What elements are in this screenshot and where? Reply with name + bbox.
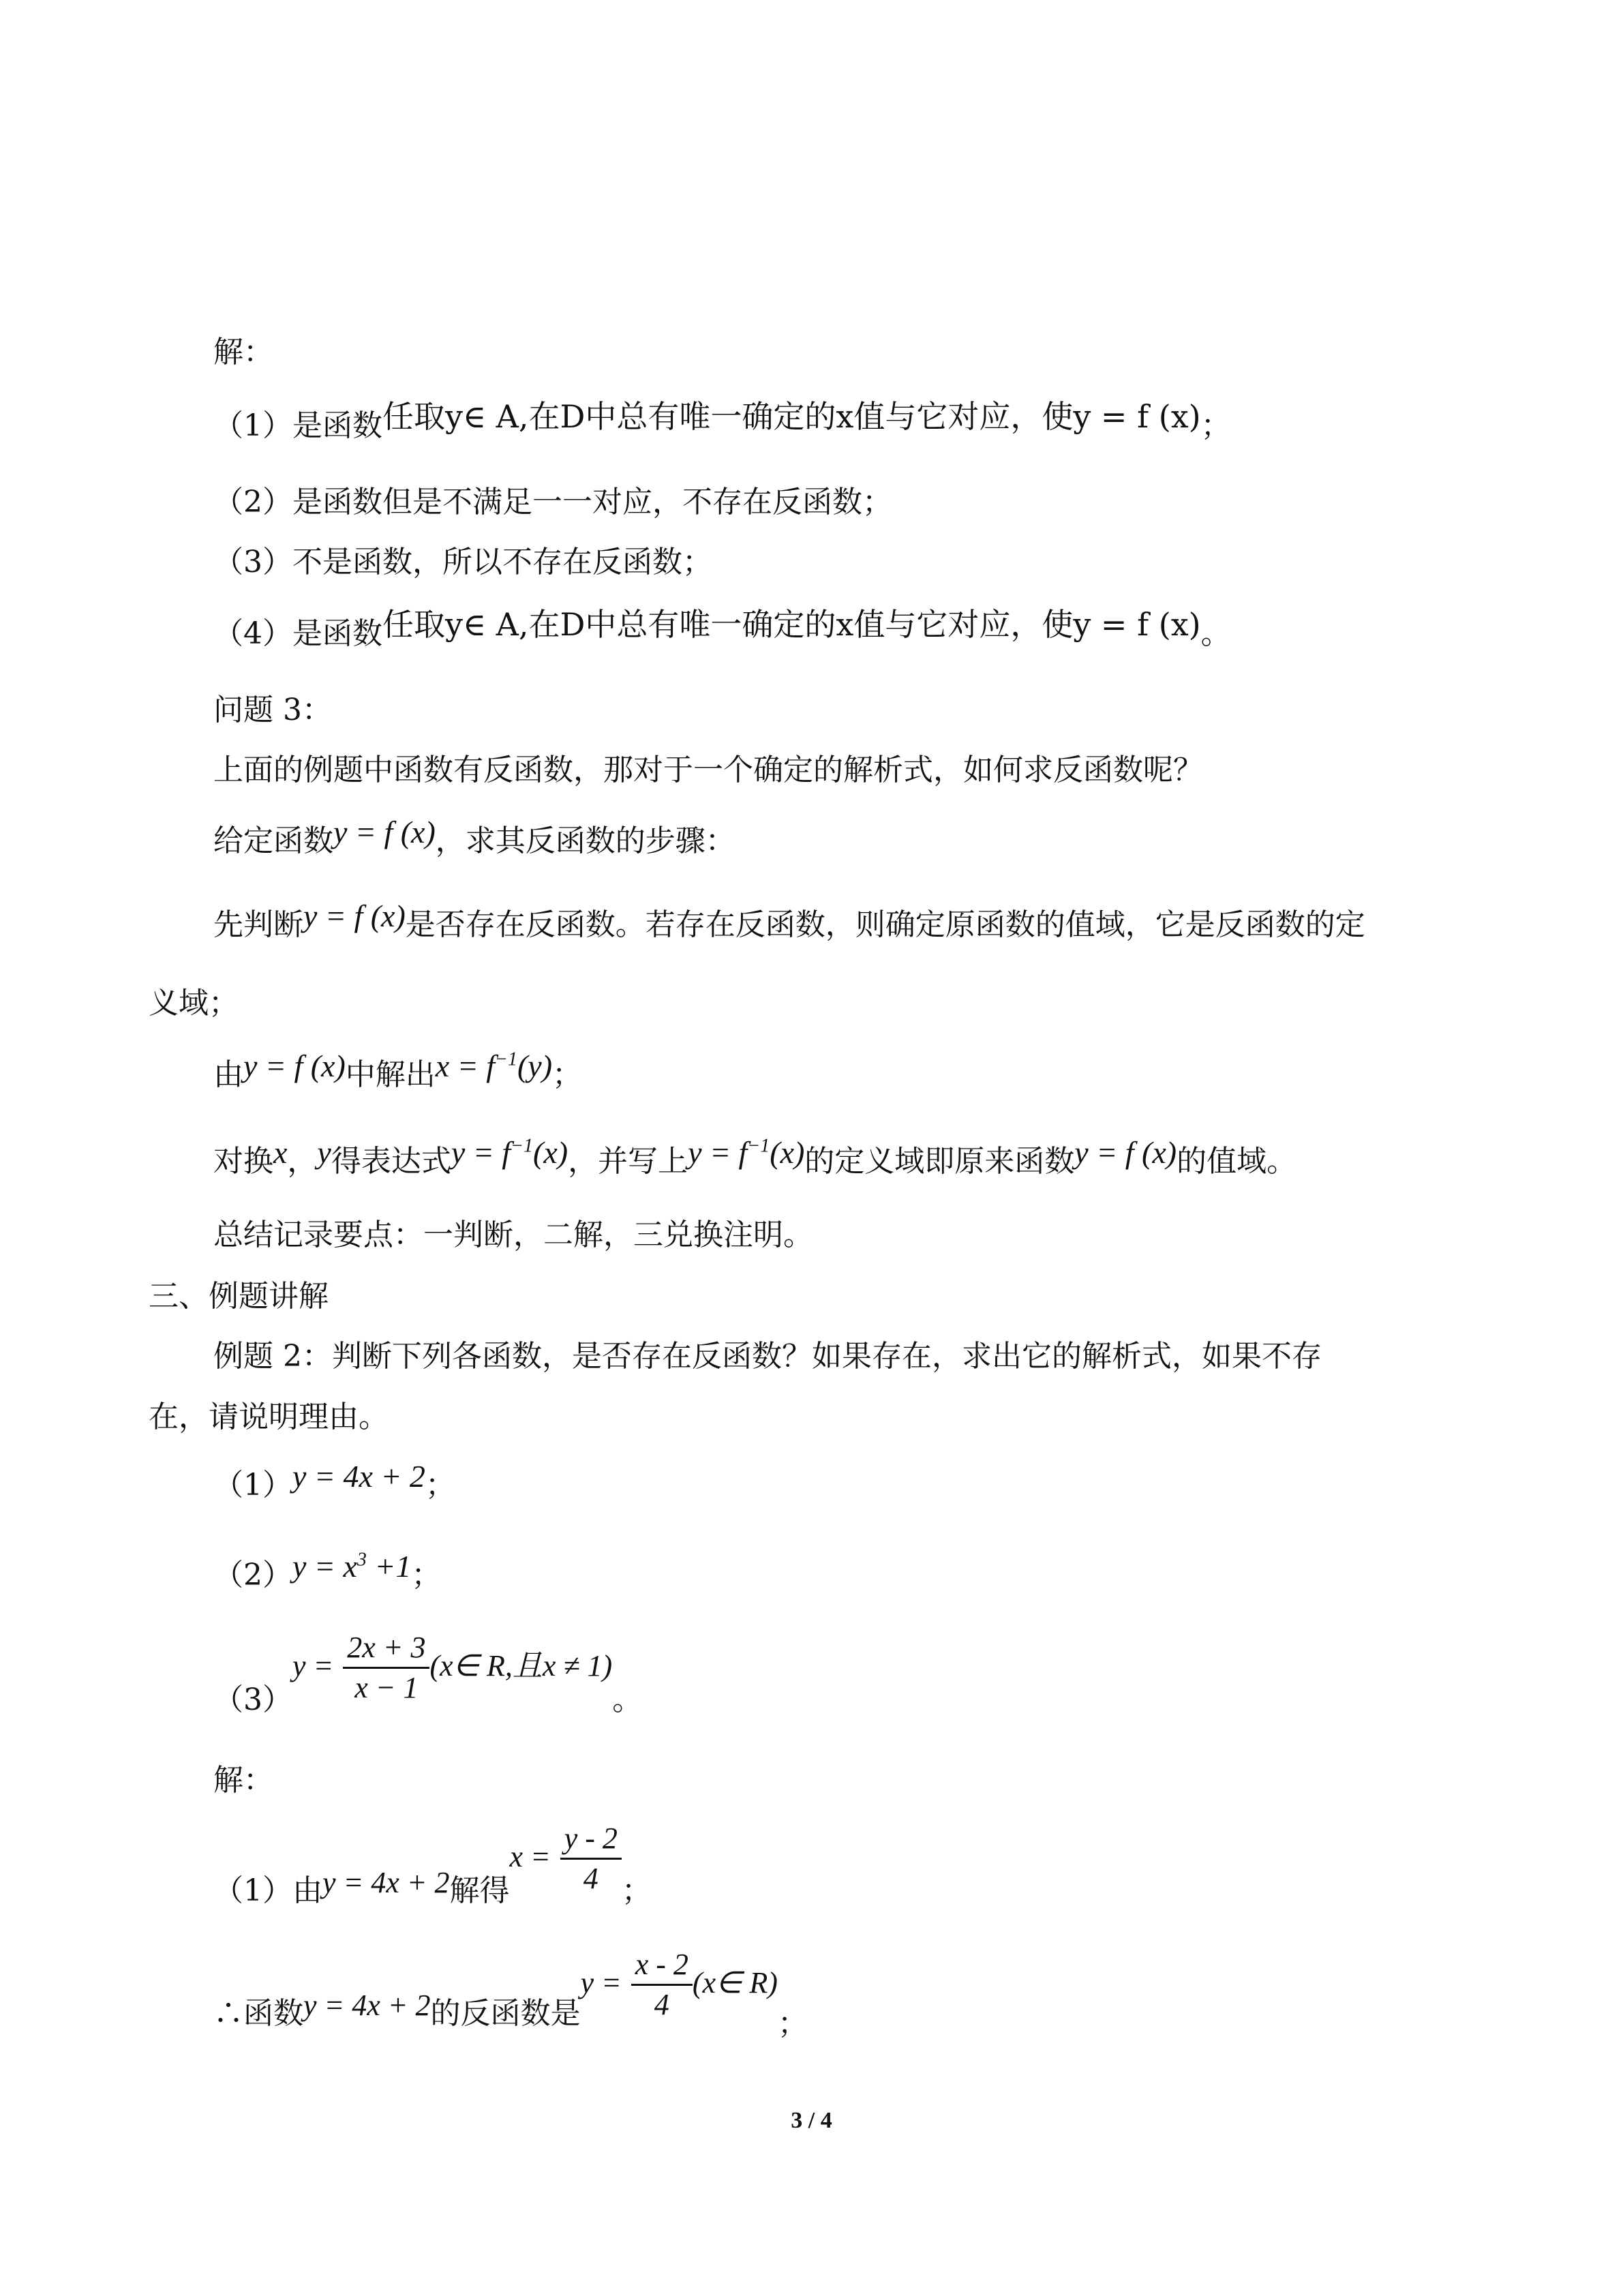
step-3-y: y — [317, 1135, 331, 1170]
step-3-mid1: 得表达式 — [331, 1144, 451, 1179]
step-2-formula-2a: x = f — [435, 1048, 496, 1083]
example-item-3-tail: 。 — [612, 1682, 643, 1717]
example-item-2-sup: 3 — [357, 1549, 367, 1571]
step-2-formula-2b: (y) — [517, 1048, 553, 1083]
solution-1-conclusion — [213, 1948, 808, 2041]
step-3-x: x — [273, 1135, 288, 1170]
answer-3-number: （3） — [213, 545, 292, 579]
solution-1-formula: y = 4x + 2 — [322, 1866, 450, 1899]
solution-1-number: （1） — [213, 1873, 292, 1908]
solution-1-lhs: x = — [509, 1840, 551, 1873]
step-3-formula-1-sup: −1 — [511, 1135, 533, 1157]
step-2-post: ； — [552, 1057, 583, 1092]
example-item-2 — [213, 1549, 442, 1592]
question3-text: 上面的例题中函数有反函数，那对于一个确定的解析式，如何求反函数呢？ — [213, 753, 1203, 787]
conclusion-lhs: y = — [580, 1966, 622, 1999]
example-item-2-tail: ； — [411, 1558, 442, 1592]
step-3-post: 的值域。 — [1177, 1144, 1297, 1179]
conclusion-numerator: x - 2 — [631, 1950, 693, 1986]
step-1-pre: 先判断 — [213, 907, 303, 942]
solution2-label: 解： — [213, 1763, 273, 1798]
answer-4-number: （4） — [213, 616, 292, 651]
step-3 — [213, 1135, 1297, 1179]
step-2-formula-2-sup: −1 — [495, 1048, 517, 1070]
answer-3-text: 不是函数，所以不存在反函数； — [292, 545, 712, 579]
question3-title: 问题 3： — [213, 693, 332, 727]
step-3-formula-2a: y = f — [688, 1135, 748, 1170]
step-3-pre: 对换 — [213, 1144, 273, 1179]
example-item-2-formula-b: +1 — [366, 1549, 412, 1584]
example-item-3-numerator: 2x + 3 — [343, 1633, 429, 1669]
conclusion-tail: ； — [777, 2006, 808, 2041]
step-2-mid: 中解出 — [345, 1057, 436, 1092]
section-heading: 三、例题讲解 — [149, 1279, 329, 1314]
step-3-formula-2-sup: −1 — [747, 1135, 770, 1157]
example-item-3-number: （3） — [213, 1682, 292, 1717]
step-3-formula-1b: (x) — [533, 1135, 568, 1170]
step-2-formula-1: y = f (x) — [243, 1048, 346, 1083]
steps-intro — [213, 815, 735, 858]
example-item-1-tail: ； — [425, 1468, 455, 1502]
step-3-formula-2b: (x) — [770, 1135, 805, 1170]
example-item-3-denominator: x − 1 — [354, 1671, 419, 1704]
conclusion-mid: 的反函数是 — [430, 1996, 581, 2031]
step-3-formula-1 — [451, 1135, 568, 1170]
answer-4-formula: 任取y∈ A,在D中总有唯一确定的x值与它对应，使y = f (x) — [382, 606, 1201, 643]
solution-1-numerator: y - 2 — [560, 1824, 622, 1860]
solution-1-fraction — [560, 1824, 622, 1894]
steps-intro-pre: 给定函数 — [213, 824, 333, 858]
step-1 — [213, 898, 1365, 942]
solution-1-denominator: 4 — [583, 1862, 598, 1895]
conclusion-condition: (x∈ R) — [692, 1966, 778, 1999]
example-item-1 — [213, 1459, 455, 1502]
step-3-mid3: 的定义域即原来函数 — [804, 1144, 1075, 1179]
solution-1-pre: 由 — [292, 1873, 322, 1908]
solution-label: 解： — [213, 335, 273, 369]
example-item-1-formula: y = 4x + 2 — [292, 1459, 425, 1494]
conclusion-denominator: 4 — [654, 1988, 669, 2021]
step-1-formula: y = f (x) — [303, 898, 406, 933]
example2-line2: 在，请说明理由。 — [149, 1400, 389, 1434]
solution-1-tail: ； — [621, 1873, 652, 1908]
example-item-2-formula-a: y = x — [292, 1549, 357, 1584]
answer-4 — [213, 606, 1231, 651]
answer-4-text: 是函数 — [292, 616, 382, 651]
step-2 — [213, 1048, 583, 1092]
example-item-2-number: （2） — [213, 1558, 292, 1592]
page-number: 3 / 4 — [791, 2108, 832, 2133]
answer-1 — [213, 398, 1231, 443]
example2-line1: 例题 2：判断下列各函数，是否存在反函数？如果存在，求出它的解析式，如果不存 — [213, 1339, 1322, 1374]
answer-1-tail: ； — [1200, 408, 1231, 443]
example-item-2-formula — [292, 1549, 411, 1584]
step-3-formula-3: y = f (x) — [1074, 1135, 1177, 1170]
example-item-1-number: （1） — [213, 1468, 292, 1502]
conclusion-formula: y = 4x + 2 — [303, 1989, 431, 2022]
step-3-formula-1a: y = f — [451, 1135, 511, 1170]
summary: 总结记录要点：一判断，二解，三兑换注明。 — [213, 1218, 813, 1252]
answer-4-tail: 。 — [1200, 616, 1231, 651]
example-item-3-lhs: y = — [292, 1649, 334, 1682]
conclusion-pre: ∴函数 — [213, 1996, 303, 2031]
step-3-formula-2 — [688, 1135, 804, 1170]
solution-1-mid: 解得 — [449, 1873, 510, 1908]
step-2-formula-2 — [436, 1048, 552, 1083]
answer-2-text: 是函数但是不满足一一对应，不存在反函数； — [292, 485, 892, 519]
answer-1-text: 是函数 — [292, 408, 382, 443]
answer-2-number: （2） — [213, 485, 292, 519]
step-2-pre: 由 — [213, 1057, 243, 1092]
step-3-mid2: ，并写上 — [568, 1144, 688, 1179]
solution-1 — [213, 1822, 652, 1908]
example-item-3-fraction — [343, 1633, 429, 1703]
answer-1-formula: 任取y∈ A,在D中总有唯一确定的x值与它对应，使y = f (x) — [382, 398, 1201, 435]
answer-3 — [213, 547, 712, 577]
step-1-post: 是否存在反函数。若存在反函数，则确定原函数的值域，它是反函数的定 — [405, 907, 1365, 942]
example-item-3-condition: (x∈ R,且x ≠ 1) — [429, 1649, 613, 1682]
conclusion-fraction — [631, 1950, 693, 2020]
answer-1-number: （1） — [213, 408, 292, 443]
answer-2 — [213, 487, 892, 517]
steps-intro-post: ，求其反函数的步骤： — [435, 824, 735, 858]
step-3-sep: ， — [287, 1144, 318, 1179]
step-1-wrap: 义域； — [149, 986, 239, 1021]
steps-intro-formula: y = f (x) — [333, 815, 436, 849]
example-item-3 — [213, 1631, 643, 1717]
